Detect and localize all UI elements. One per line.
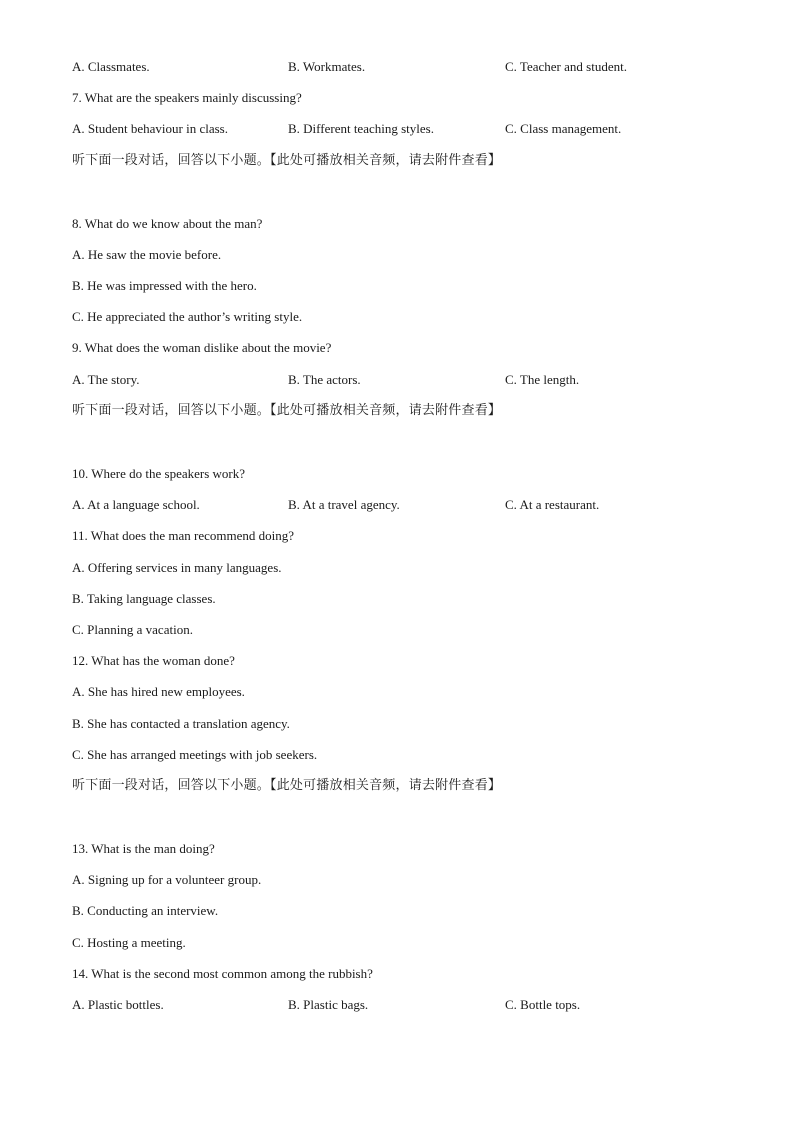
answer-option: A. At a language school.	[72, 497, 200, 512]
listening-instruction	[72, 778, 501, 794]
option-text: A. She has hired new employees.	[72, 684, 245, 699]
answer-option: B. Workmates.	[288, 59, 366, 74]
option-text: C. Planning a vacation.	[72, 622, 193, 637]
answer-option	[72, 278, 257, 294]
answer-option	[72, 935, 186, 951]
answer-option	[72, 684, 245, 700]
option-text: A. Offering services in many languages.	[72, 560, 282, 575]
question	[72, 340, 331, 356]
answer-option: C. At a restaurant.	[505, 497, 600, 512]
answer-option	[72, 247, 221, 263]
instruction-text: 听下面一段对话，回答以下小题。【此处可播放相关音频，请去附件查看】	[72, 403, 502, 418]
instruction-text: 听下面一段对话，回答以下小题。【此处可播放相关音频，请去附件查看】	[72, 778, 502, 793]
answer-option: A. The story.	[72, 372, 140, 387]
question	[72, 90, 302, 106]
option-text: C. She has arranged meetings with job seekers.	[72, 747, 318, 762]
answer-option: B. At a travel agency.	[288, 497, 400, 512]
answer-option: A. Classmates.	[72, 59, 150, 74]
answer-option	[72, 716, 290, 732]
answer-option	[72, 309, 302, 325]
question	[72, 653, 235, 669]
question	[72, 528, 294, 544]
question-text: 7. What are the speakers mainly discussing?	[72, 90, 302, 105]
question-text: 9. What does the woman dislike about the movie?	[72, 340, 332, 355]
question-text: 12. What has the woman done?	[72, 653, 235, 668]
answer-option	[72, 872, 261, 888]
answer-option	[72, 591, 216, 607]
option-text: B. She has contacted a translation agency.	[72, 716, 290, 731]
option-text: B. Conducting an interview.	[72, 903, 219, 918]
answer-option	[72, 903, 218, 919]
answer-option: C. Class management.	[505, 121, 622, 136]
answer-option: C. Teacher and student.	[505, 59, 627, 74]
answer-option: A. Plastic bottles.	[72, 997, 164, 1012]
instruction-text: 听下面一段对话，回答以下小题。【此处可播放相关音频，请去附件查看】	[72, 153, 502, 168]
question-text: 14. What is the second most common among the rubbish?	[72, 966, 373, 981]
answer-option: A. Student behaviour in class.	[72, 121, 228, 136]
option-text: B. Taking language classes.	[72, 591, 216, 606]
option-text: B. He was impressed with the hero.	[72, 278, 257, 293]
answer-option: C. Bottle tops.	[505, 997, 581, 1012]
answer-option	[72, 622, 193, 638]
listening-instruction	[72, 403, 501, 419]
option-text: C. He appreciated the author’s writing style.	[72, 309, 303, 324]
answer-option: B. The actors.	[288, 372, 361, 387]
answer-option	[72, 560, 282, 576]
answer-option	[72, 747, 317, 763]
question-text: 8. What do we know about the man?	[72, 216, 263, 231]
answer-option: C. The length.	[505, 372, 580, 387]
option-text: C. Hosting a meeting.	[72, 935, 186, 950]
question	[72, 466, 245, 482]
listening-instruction	[72, 153, 501, 169]
answer-option: B. Different teaching styles.	[288, 121, 434, 136]
option-text: A. Signing up for a volunteer group.	[72, 872, 262, 887]
question-text: 10. Where do the speakers work?	[72, 466, 246, 481]
answer-option: B. Plastic bags.	[288, 997, 369, 1012]
option-text: A. He saw the movie before.	[72, 247, 222, 262]
question	[72, 966, 373, 982]
question	[72, 216, 262, 232]
question-text: 11. What does the man recommend doing?	[72, 528, 295, 543]
question-text: 13. What is the man doing?	[72, 841, 215, 856]
question	[72, 841, 215, 857]
